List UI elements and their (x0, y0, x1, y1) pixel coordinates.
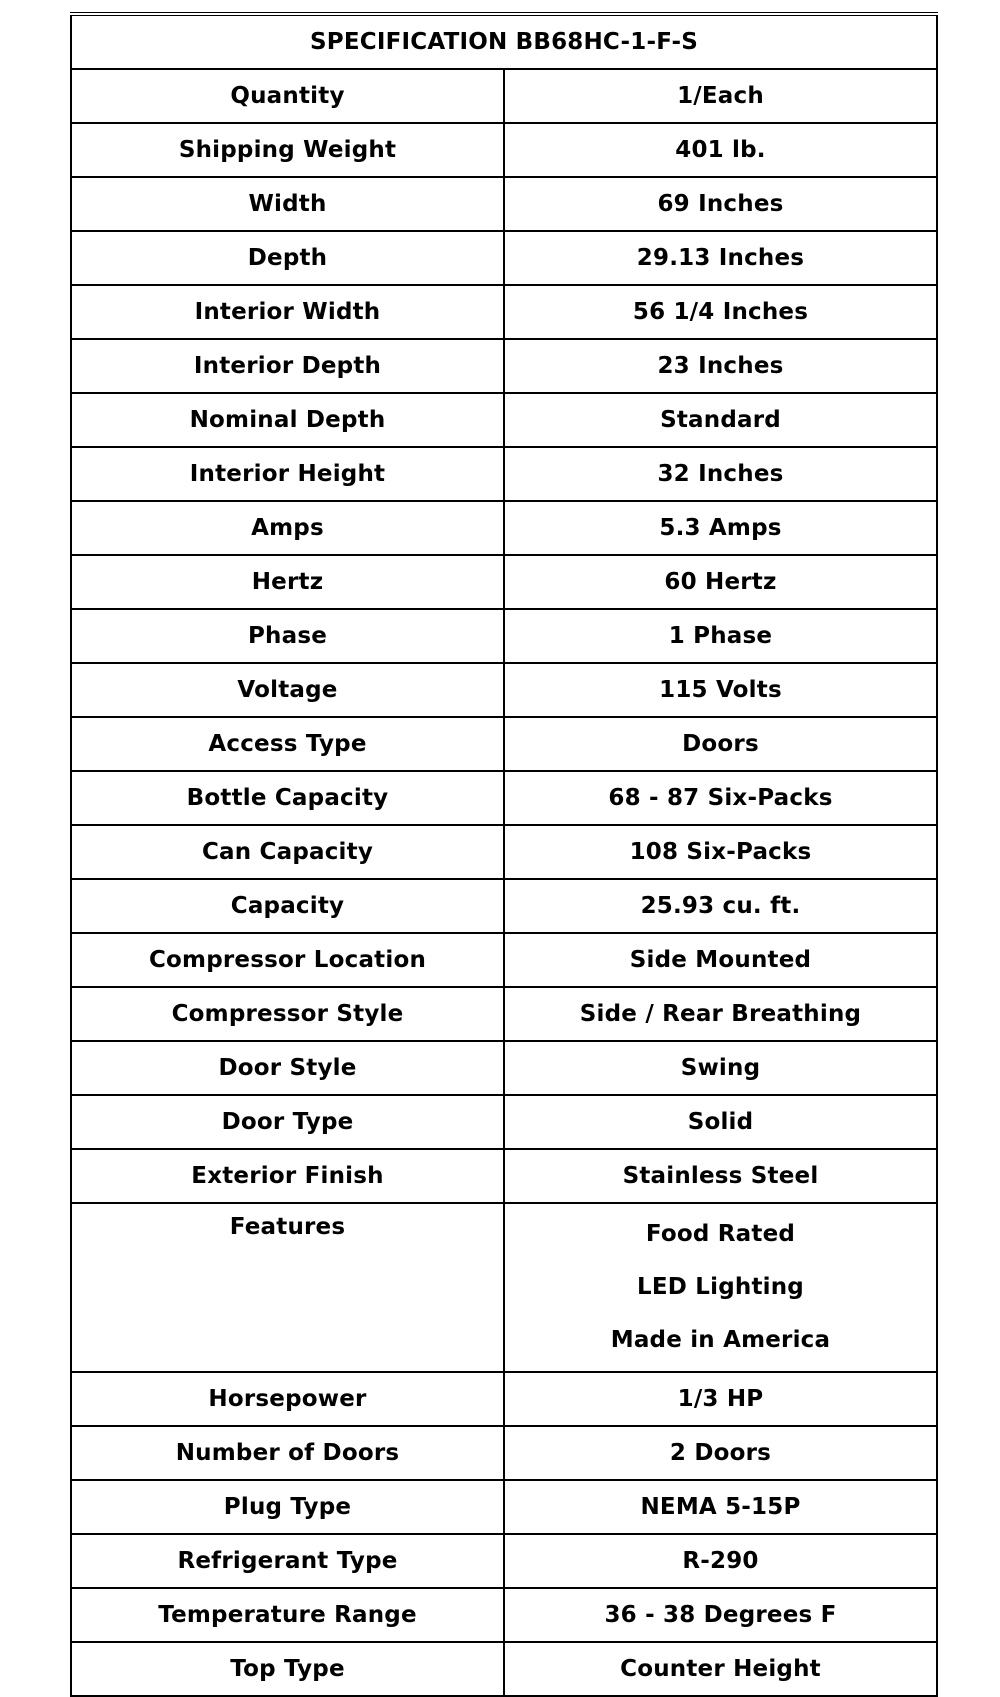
table-row (71, 447, 937, 501)
table-row (71, 501, 937, 555)
table-row (71, 663, 937, 717)
table-row (71, 1588, 937, 1642)
row-value: R-290 (504, 1534, 937, 1588)
row-value: 69 Inches (504, 177, 937, 231)
table-row (71, 717, 937, 771)
table-row (71, 1372, 937, 1426)
row-value: Swing (504, 1041, 937, 1095)
row-label: Plug Type (71, 1480, 504, 1534)
row-label: Can Capacity (71, 825, 504, 879)
feature-item: LED Lighting (637, 1274, 804, 1300)
row-label: Phase (71, 609, 504, 663)
specification-table (70, 12, 938, 1697)
row-value: 32 Inches (504, 447, 937, 501)
row-value: Side Mounted (504, 933, 937, 987)
specification-table-body (71, 14, 937, 1696)
table-row (71, 1534, 937, 1588)
row-label: Compressor Style (71, 987, 504, 1041)
row-value: 401 lb. (504, 123, 937, 177)
table-row (71, 555, 937, 609)
row-label: Voltage (71, 663, 504, 717)
table-title: SPECIFICATION BB68HC-1-F-S (71, 14, 937, 69)
features-row (71, 1203, 937, 1372)
row-value: Solid (504, 1095, 937, 1149)
features-values (504, 1203, 937, 1372)
row-label: Top Type (71, 1642, 504, 1696)
table-row (71, 1041, 937, 1095)
row-value: 29.13 Inches (504, 231, 937, 285)
row-value: Stainless Steel (504, 1149, 937, 1203)
table-row (71, 339, 937, 393)
row-label: Shipping Weight (71, 123, 504, 177)
table-row (71, 1480, 937, 1534)
row-label: Nominal Depth (71, 393, 504, 447)
row-label: Door Type (71, 1095, 504, 1149)
row-label: Quantity (71, 69, 504, 123)
table-row (71, 177, 937, 231)
row-label: Interior Height (71, 447, 504, 501)
row-label: Capacity (71, 879, 504, 933)
feature-item: Food Rated (645, 1221, 796, 1247)
row-value: Standard (504, 393, 937, 447)
table-title-row (71, 14, 937, 69)
row-value: Counter Height (504, 1642, 937, 1696)
row-value: 108 Six-Packs (504, 825, 937, 879)
row-value: 1/3 HP (504, 1372, 937, 1426)
row-value: 68 - 87 Six-Packs (504, 771, 937, 825)
row-value: NEMA 5-15P (504, 1480, 937, 1534)
table-row (71, 1149, 937, 1203)
table-row (71, 825, 937, 879)
table-row (71, 393, 937, 447)
row-label: Amps (71, 501, 504, 555)
row-value: 1/Each (504, 69, 937, 123)
table-row (71, 69, 937, 123)
table-row (71, 771, 937, 825)
row-label: Door Style (71, 1041, 504, 1095)
row-label: Access Type (71, 717, 504, 771)
table-row (71, 879, 937, 933)
feature-item: Made in America (610, 1327, 831, 1353)
row-label: Interior Width (71, 285, 504, 339)
row-label: Refrigerant Type (71, 1534, 504, 1588)
table-row (71, 123, 937, 177)
row-label: Width (71, 177, 504, 231)
table-row (71, 231, 937, 285)
table-row (71, 1095, 937, 1149)
row-label: Number of Doors (71, 1426, 504, 1480)
row-label: Horsepower (71, 1372, 504, 1426)
row-value: Side / Rear Breathing (504, 987, 937, 1041)
table-row (71, 609, 937, 663)
row-value: 2 Doors (504, 1426, 937, 1480)
row-value: 25.93 cu. ft. (504, 879, 937, 933)
row-value: 56 1/4 Inches (504, 285, 937, 339)
row-label: Temperature Range (71, 1588, 504, 1642)
row-label: Hertz (71, 555, 504, 609)
table-row (71, 933, 937, 987)
features-label: Features (71, 1203, 504, 1372)
row-value: 23 Inches (504, 339, 937, 393)
row-value: 36 - 38 Degrees F (504, 1588, 937, 1642)
row-value: 115 Volts (504, 663, 937, 717)
table-row (71, 987, 937, 1041)
row-label: Interior Depth (71, 339, 504, 393)
row-label: Depth (71, 231, 504, 285)
row-value: 1 Phase (504, 609, 937, 663)
table-row (71, 1642, 937, 1696)
row-value: 5.3 Amps (504, 501, 937, 555)
row-label: Compressor Location (71, 933, 504, 987)
table-row (71, 1426, 937, 1480)
row-value: 60 Hertz (504, 555, 937, 609)
row-label: Bottle Capacity (71, 771, 504, 825)
row-value: Doors (504, 717, 937, 771)
row-label: Exterior Finish (71, 1149, 504, 1203)
table-row (71, 285, 937, 339)
